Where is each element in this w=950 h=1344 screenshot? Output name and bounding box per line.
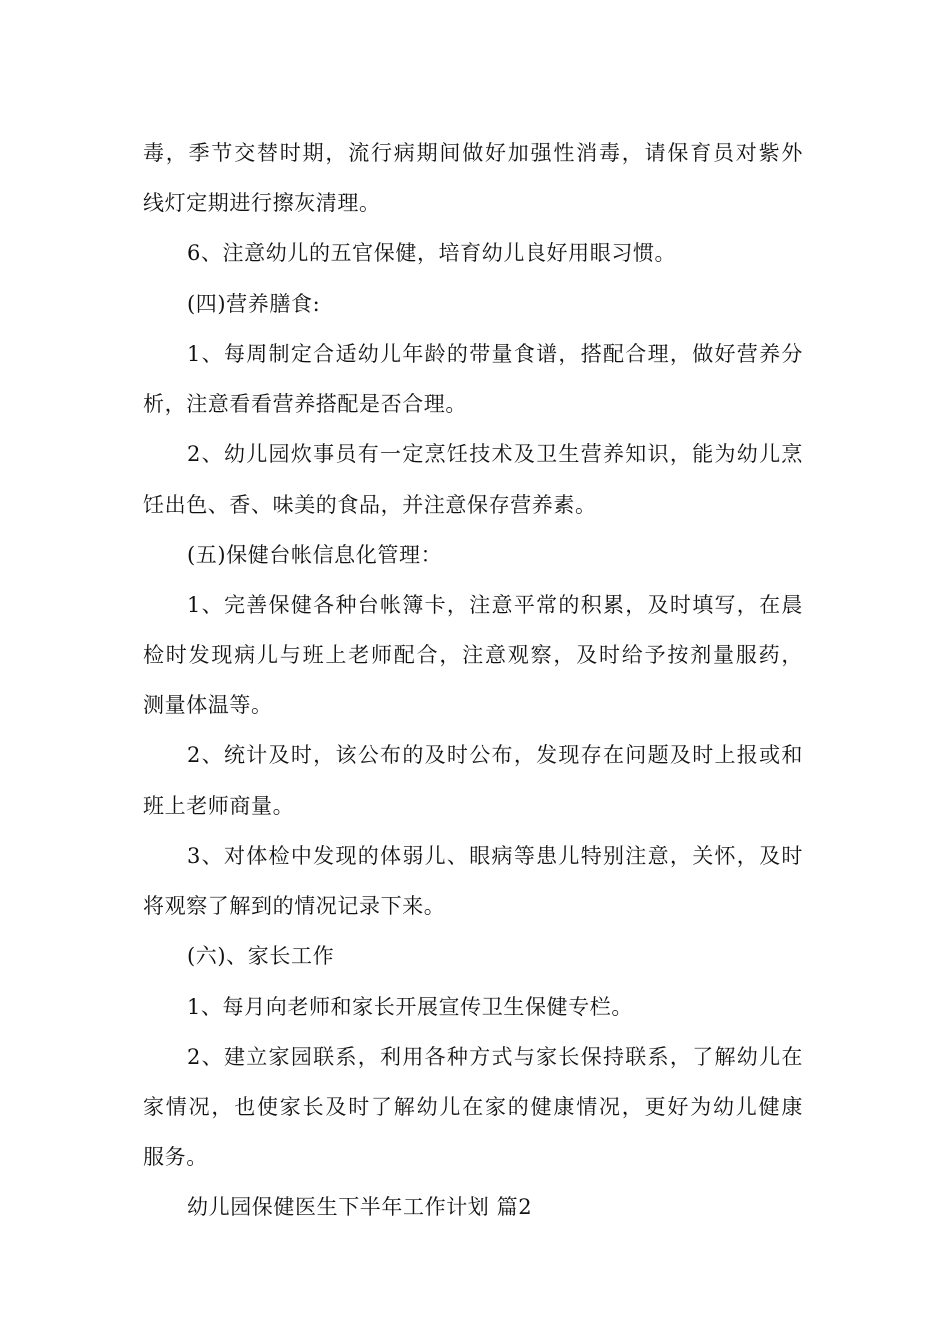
body-text-line: 2、建立家园联系，利用各种方式与家长保持联系，了解幼儿在 xyxy=(187,1045,803,1069)
body-text-line: 服务。 xyxy=(143,1145,208,1169)
body-text-line: 测量体温等。 xyxy=(143,693,273,717)
body-text-line: 6、注意幼儿的五官保健，培育幼儿良好用眼习惯。 xyxy=(187,241,677,265)
body-text-line: 3、对体检中发现的体弱儿、眼病等患儿特别注意，关怀，及时 xyxy=(187,844,803,868)
section-heading: (四)营养膳食: xyxy=(187,292,321,316)
body-text-line: 将观察了解到的情况记录下来。 xyxy=(143,894,446,918)
body-text-line: 班上老师商量。 xyxy=(143,794,295,818)
body-text-line: 家情况，也使家长及时了解幼儿在家的健康情况，更好为幼儿健康 xyxy=(143,1095,803,1119)
body-text-line: 1、完善保健各种台帐簿卡，注意平常的积累，及时填写，在晨 xyxy=(187,593,803,617)
body-text-line: 毒，季节交替时期，流行病期间做好加强性消毒，请保育员对紫外 xyxy=(143,141,803,165)
body-text-line: 检时发现病儿与班上老师配合，注意观察，及时给予按剂量服药， xyxy=(143,643,803,667)
section-heading: (六)、家长工作 xyxy=(187,944,335,968)
body-text-line: 析，注意看看营养搭配是否合理。 xyxy=(143,392,467,416)
body-text-line: 饪出色、香、味美的食品，并注意保存营养素。 xyxy=(143,493,597,517)
body-text-line: 1、每周制定合适幼儿年龄的带量食谱，搭配合理，做好营养分 xyxy=(187,342,803,366)
body-text-line: 线灯定期进行擦灰清理。 xyxy=(143,191,381,215)
section-title: 幼儿园保健医生下半年工作计划 篇2 xyxy=(187,1195,533,1219)
body-text-line: 2、幼儿园炊事员有一定烹饪技术及卫生营养知识，能为幼儿烹 xyxy=(187,442,803,466)
body-text-line: 2、统计及时，该公布的及时公布，发现存在问题及时上报或和 xyxy=(187,743,803,767)
section-heading: (五)保健台帐信息化管理： xyxy=(187,543,443,567)
body-text-line: 1、每月向老师和家长开展宣传卫生保健专栏。 xyxy=(187,995,633,1019)
